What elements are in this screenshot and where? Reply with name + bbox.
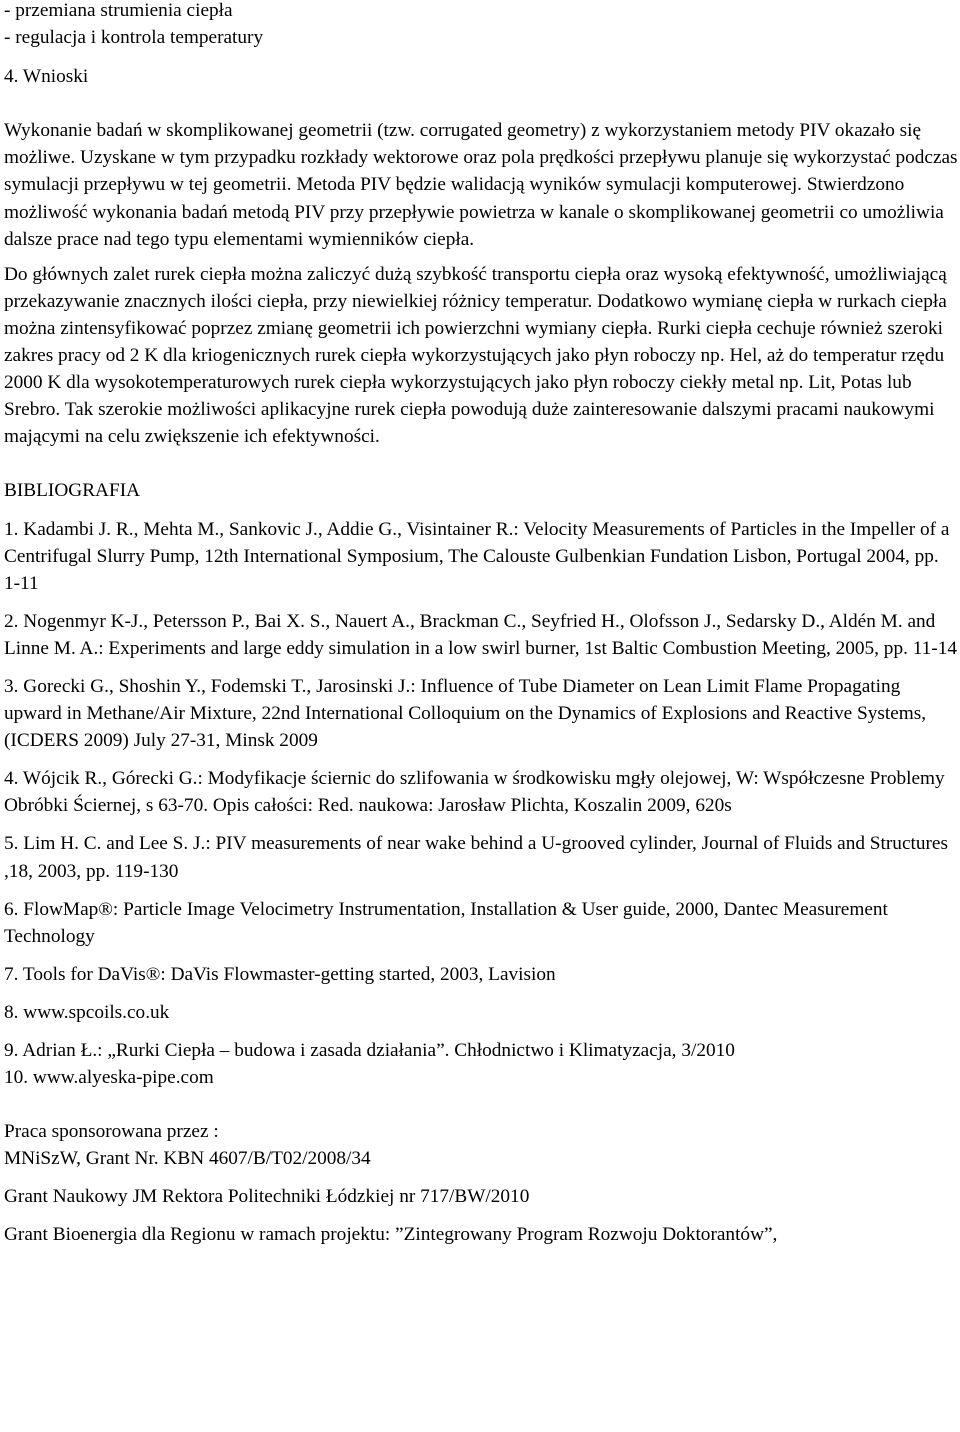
reference-item: 8. www.spcoils.co.uk	[4, 1001, 170, 1023]
grant-line: Grant Bioenergia dla Regionu w ramach projektu: ”Zintegrowany Program Rozwoju Doktorantów”,	[4, 1224, 778, 1246]
reference-item: 3. Gorecki G., Shoshin Y., Fodemski T., Jarosinski J.: Influence of Tube Diameter on Lean Limit Flame Propagating upward in Methane/Air Mixture, 22nd International Colloquium on the Dynamics of Explosions and Reactive Systems, (ICDERS 2009) July 27-31, Minsk 2009	[4, 675, 927, 752]
list-item: - przemiana strumienia ciepła	[4, 0, 233, 21]
paragraph: Wykonanie badań w skomplikowanej geometrii (tzw. corrugated geometry) z wykorzystaniem metody PIV okazało się możliwe. Uzyskane w tym przypadku rozkłady wektorowe oraz pola prędkości przepływu planuje się wykorzystać podczas symulacji przepływu w tej geometrii. Metoda PIV będzie walidacją wyników symulacji komputerowej. Stwierdzono możliwość wykonania badań metodą PIV przy przepływie powietrza w kanale o skomplikowanej geometrii co umożliwia dalsze prace nad tego typu elementami wymienników ciepła.	[4, 120, 958, 250]
reference-item: 1. Kadambi J. R., Mehta M., Sankovic J., Addie G., Visintainer R.: Velocity Measurements of Particles in the Impeller of a Centrifugal Slurry Pump, 12th International Symposium, The Calouste Gulbenkian Fundation Lisbon, Portugal 2004, pp. 1-11	[4, 518, 950, 594]
grant-line: MNiSzW, Grant Nr. KBN 4607/B/T02/2008/34	[4, 1148, 371, 1170]
reference-item: 10. www.alyeska-pipe.com	[4, 1067, 214, 1089]
reference-item: 7. Tools for DaVis®: DaVis Flowmaster-getting started, 2003, Lavision	[4, 963, 556, 985]
bibliography-heading: BIBLIOGRAFIA	[4, 480, 141, 502]
paragraph: Do głównych zalet rurek ciepła można zaliczyć dużą szybkość transportu ciepła oraz wysoką efektywność, umożliwiającą przekazywanie znacznych ilości ciepła, przy niewielkiej różnicy temperatur. Dodatkowo wymianę ciepła w rurkach ciepła można zintensyfikować poprzez zmianę geometrii ich powierzchni wymiany ciepła. Rurki ciepła cechuje również szeroki zakres pracy od 2 K dla kriogenicznych rurek ciepła wykorzystujących jako płyn roboczy np. Hel, aż do temperatur rzędu 2000 K dla wysokotemperaturowych rurek ciepła wykorzystujących jako płyn roboczy ciekły metal np. Lit, Potas lub Srebro. Tak szerokie możliwości aplikacyjne rurek ciepła powodują duże zainteresowanie dalszymi pracami naukowymi mającymi na celu zwiększenie ich efektywności.	[4, 263, 947, 448]
section-heading: 4. Wnioski	[4, 66, 89, 88]
reference-item: 5. Lim H. C. and Lee S. J.: PIV measurements of near wake behind a U-grooved cylinder, Journal of Fluids and Structures ,18, 2003, pp. 119-130	[4, 833, 948, 882]
reference-item: 4. Wójcik R., Górecki G.: Modyfikacje ściernic do szlifowania w środkowisku mgły olejowej, W: Współczesne Problemy Obróbki Ściernej, s 63-70. Opis całości: Red. naukowa: Jarosław Plichta, Koszalin 2009, 620s	[4, 768, 945, 817]
list-item: - regulacja i kontrola temperatury	[4, 27, 264, 49]
sponsor-label: Praca sponsorowana przez :	[4, 1121, 219, 1143]
reference-item: 6. FlowMap®: Particle Image Velocimetry Instrumentation, Installation & User guide, 2000, Dantec Measurement Technology	[4, 898, 888, 947]
grant-line: Grant Naukowy JM Rektora Politechniki Łódzkiej nr 717/BW/2010	[4, 1186, 530, 1208]
document-page	[4, 0, 959, 1249]
reference-item: 2. Nogenmyr K-J., Petersson P., Bai X. S., Nauert A., Brackman C., Seyfried H., Olofsson J., Sedarsky D., Aldén M. and Linne M. A.: Experiments and large eddy simulation in a low swirl burner, 1st Baltic Combustion Meeting, 2005, pp. 11-14	[4, 610, 957, 659]
reference-item: 9. Adrian Ł.: „Rurki Ciepła – budowa i zasada działania”. Chłodnictwo i Klimatyzacja, 3/2010	[4, 1040, 735, 1061]
